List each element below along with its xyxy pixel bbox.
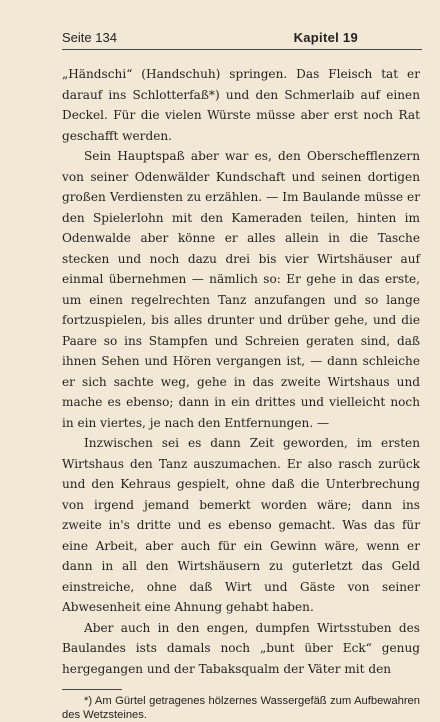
footnote: *) Am Gürtel getragenes hölzernes Wassergefäß zum Aufbewahren des Wetzsteines.	[62, 695, 420, 721]
paragraph-2: Sein Hauptspaß aber war es, den Oberschefflenzern von seiner Odenwälder Kundschaft und seinen dortigen großen Verdiensten zu erzählen. — Im Baulande müsse er den Spielerlohn mit den Kameraden teilen, hinten im Odenwalde aber könne er alles allein in die Tasche stecken und noch dazu drei bis vier Wirtshäuser auf einmal übernehmen — nämlich so: Er gehe in das erste, um einen regelrechten Tanz anzufangen und so lange fortzuspielen, bis alles drunter und drüber gehe, und die Paare so ins Stampfen und Schreien geraten sind, daß ihnen Sehen und Hören vergangen ist, — dann schleiche er sich sachte weg, gehe in das zweite Wirtshaus und mache es ebenso; dann in ein drittes und vielleicht noch in ein viertes, je nach den Entfernungen. —	[62, 149, 420, 430]
paragraph-1: „Händschi“ (Handschuh) springen. Das Fleisch tat er darauf ins Schlotterfaß*) und den Schmerlaib auf einen Deckel. Für die vielen Würste müsse aber erst noch Rat geschafft werden.	[62, 67, 420, 143]
body-text	[62, 64, 420, 679]
footnote-divider	[62, 689, 122, 690]
page-header	[62, 30, 422, 50]
paragraph-4: Aber auch in den engen, dumpfen Wirtsstuben des Baulandes ists damals noch „bunt über Eck“ genug hergegangen und der Tabaksqualm der Väter mit den	[62, 620, 420, 676]
paragraph-3: Inzwischen sei es dann Zeit geworden, im ersten Wirtshaus den Tanz auszumachen. Er also rasch zurück und den Kehraus gespielt, ohne daß die Unterbrechung von irgend jemand bemerkt worden wäre; dann ins zweite in's dritte und es ebenso gemacht. Was das für eine Arbeit, aber auch für ein Gewinn wäre, wenn er dann in all den Wirtshäusern zu guterletzt das Geld einstreiche, ohne daß Wirt und Gäste von seiner Abwesenheit eine Ahnung gehabt haben.	[62, 436, 420, 614]
page-number: Seite 134	[62, 30, 117, 45]
chapter-title: Kapitel 19	[293, 30, 358, 45]
